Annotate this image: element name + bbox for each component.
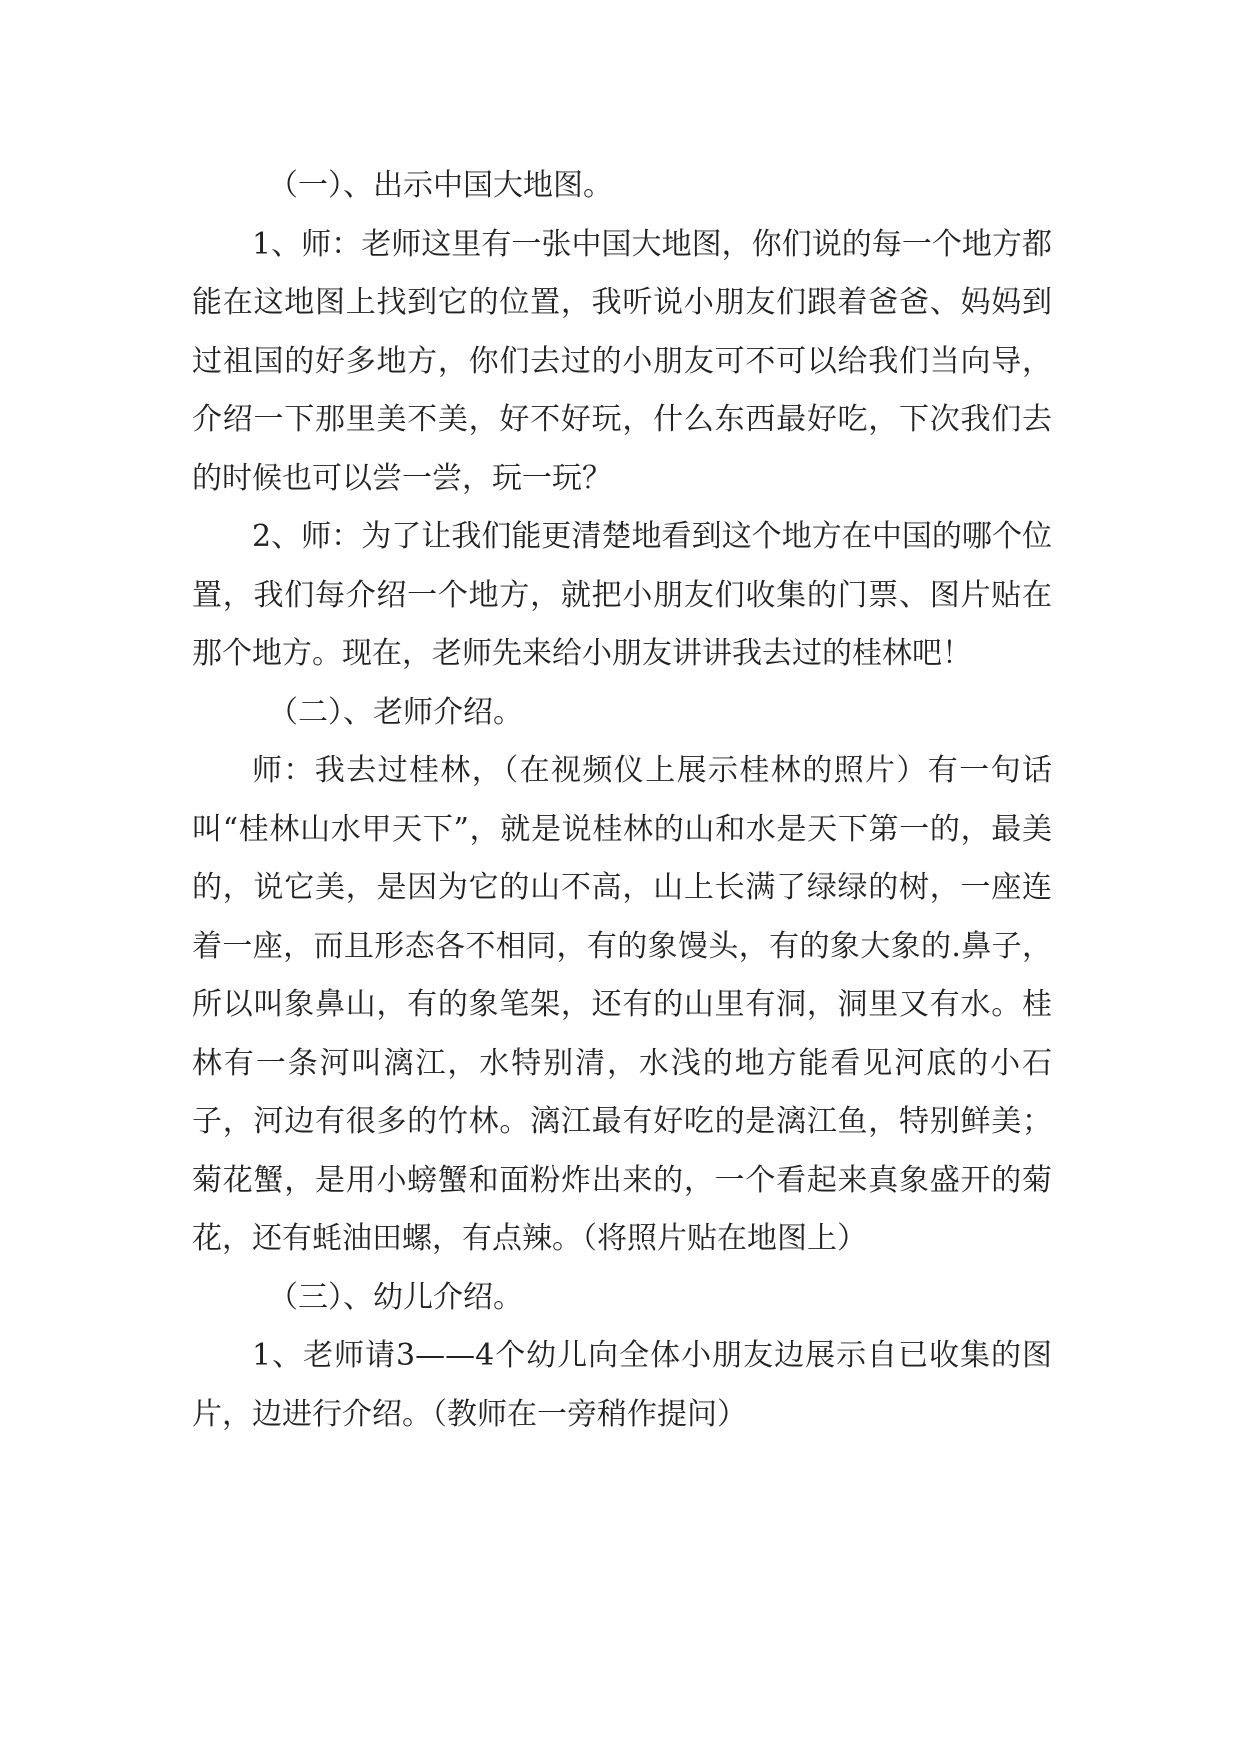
paragraph-teacher-map-intro: 1、师：老师这里有一张中国大地图，你们说的每一个地方都能在这地图上找到它的位置，我听说小朋友们跟着爸爸、妈妈到过祖国的好多地方，你们去过的小朋友可不可以给我们当向导，介绍一下那里美不美，好不好玩，什么东西最好吃，下次我们去的时候也可以尝一尝，玩一玩？ (192, 226, 1052, 496)
paragraph-teacher-stick-tickets: 2、师：为了让我们能更清楚地看到这个地方在中国的哪个位置，我们每介绍一个地方，就把小朋友们收集的门票、图片贴在那个地方。现在，老师先来给小朋友讲讲我去过的桂林吧！ (192, 519, 1052, 671)
paragraph-children-introduce: 1、老师请3——4个幼儿向全体小朋友边展示自已收集的图片，边进行介绍。（教师在一旁稍作提问） (192, 1338, 1052, 1432)
section-heading-3: （三）、幼儿介绍。 (268, 1279, 523, 1315)
section-heading-2: （二）、老师介绍。 (268, 694, 523, 730)
section-heading-1: （一）、出示中国大地图。 (268, 168, 613, 203)
document-page (192, 157, 1052, 1444)
paragraph-guilin-description: 师：我去过桂林，（在视频仪上展示桂林的照片）有一句话叫“桂林山水甲天下”，就是说桂林的山和水是天下第一的，最美的，说它美，是因为它的山不高，山上长满了绿绿的树，一座连着一座，而且形态各不相同，有的象馒头，有的象大象的.鼻子，所以叫象鼻山，有的象笔架，还有的山里有洞，洞里又有水。桂林有一条河叫漓江，水特别清，水浅的地方能看见河底的小石子，河边有很多的竹林。漓江最有好吃的是漓江鱼，特别鲜美；菊花蟹，是用小螃蟹和面粉炸出来的，一个看起来真象盛开的菊花，还有蚝油田螺，有点辣。（将照片贴在地图上） (192, 753, 1052, 1256)
